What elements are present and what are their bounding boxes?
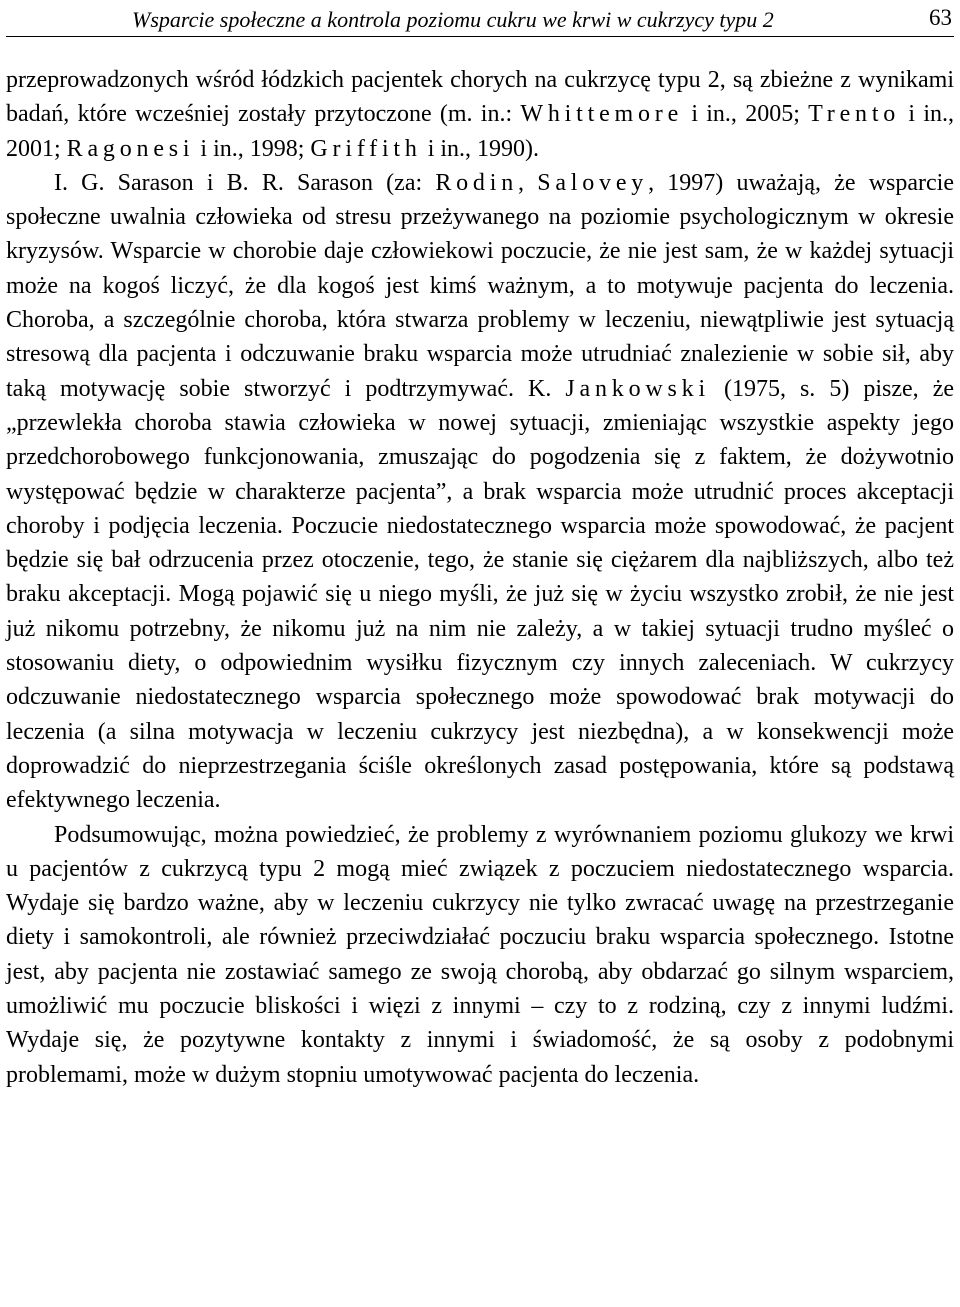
paragraph-1 [6, 63, 954, 166]
text-segment: , [518, 169, 538, 196]
text-segment: I. G. Sarason i B. R. Sarason (za: [54, 169, 436, 196]
running-title: Wsparcie społeczne a kontrola poziomu cukru we krwi w cukrzycy typu 2 [132, 7, 774, 32]
author-name: Salovey [537, 169, 649, 196]
paragraph-2 [6, 166, 954, 818]
text-segment: Podsumowując, można powiedzieć, że problemy z wyrównaniem poziomu glukozy we krwi u pacjentów z cukrzycą typu 2 mogą mieć związek z poczuciem niedostatecznego wsparcia. Wydaje się bardzo ważne, aby w leczeniu cukrzycy nie tylko zwracać uwagę na przestrzeganie diety i samokontroli, ale również przeciwdziałać poczuciu braku wsparcia społecznego. Istotne jest, aby pacjenta nie zostawiać samego ze swoją chorobą, aby obdarzać go silnym wsparciem, umożliwić mu poczucie bliskości i więzi z innymi – czy to z rodziną, czy z innymi ludźmi. Wydaje się, że pozytywne kontakty z innymi i świadomość, że są osoby z podobnymi problemami, może w dużym stopniu umotywować pacjenta do leczenia. [6, 821, 954, 1088]
text-segment: (1975, s. 5) pisze, że „przewlekła choroba stawia człowieka w nowej sytuacji, zmieniając wszystkie aspekty jego przedchorobowego funkcjonowania, zmuszając do pogodzenia się z faktem, że dożywotnio występować będzie w charakterze pacjenta”, a brak wsparcia może utrudnić proces akceptacji choroby i podjęcia leczenia. Poczucie niedostatecznego wsparcia może spowodować, że pacjent będzie się bał odrzucenia przez otoczenie, tego, że stanie się ciężarem dla najbliższych, albo też braku akceptacji. Mogą pojawić się u niego myśli, że już się w życiu wszystko zrobił, że nie jest już nikomu potrzebny, że nikomu już na nim nie zależy, a w takiej sytuacji trudno myśleć o stosowaniu diety, o odpowiednim wysiłku fizycznym czy innych zaleceniach. W cukrzycy odczuwanie niedostatecznego wsparcia społecznego może spowodować brak motywacji do leczenia (a silna motywacja w leczeniu cukrzycy jest niezbędna), a w konsekwencji może doprowadzić do nieprzestrzegania ściśle określonych zasad postępowania, które są podstawą efektywnego leczenia. [6, 375, 954, 814]
text-segment: i in., 2001; [6, 101, 954, 162]
author-name: Jankowski [565, 375, 710, 402]
paragraph-3 [6, 818, 954, 1092]
author-name: Whittemore [520, 101, 684, 128]
text-segment: i in., 1990). [421, 135, 540, 162]
running-header [6, 0, 954, 37]
author-name: Trento [808, 101, 901, 128]
text-segment: i in., 2005; [683, 101, 809, 128]
page-number: 63 [929, 5, 952, 30]
body-text [6, 63, 954, 1092]
author-name: Ragonesi [66, 135, 195, 162]
text-segment: , 1997) uważają, że wsparcie społeczne uwalnia człowieka od stresu przeżywanego na poziomie psychologicznym w okresie kryzysów. Wsparcie w chorobie daje człowiekowi poczucie, że nie jest sam, że w każdej sytuacji może na kogoś liczyć, że dla kogoś jest kimś ważnym, a to motywuje pacjenta do leczenia. Choroba, a szczególnie choroba, która stwarza problemy w leczeniu, niewątpliwie jest sytuacją stresową dla pacjenta i odczuwanie braku wsparcia może utrudniać znalezienie w sobie sił, aby taką motywację sobie stworzyć i podtrzymywać. K. [6, 169, 954, 402]
author-name: Rodin [435, 169, 519, 196]
text-segment: i in., 1998; [194, 135, 311, 162]
document-page [6, 0, 954, 1092]
text-segment: przeprowadzonych wśród łódzkich pacjentek chorych na cukrzycę typu 2, są zbieżne z wynikami badań, które wcześniej zostały przytoczone (m. in.: [6, 67, 954, 128]
author-name: Griffith [310, 135, 422, 162]
